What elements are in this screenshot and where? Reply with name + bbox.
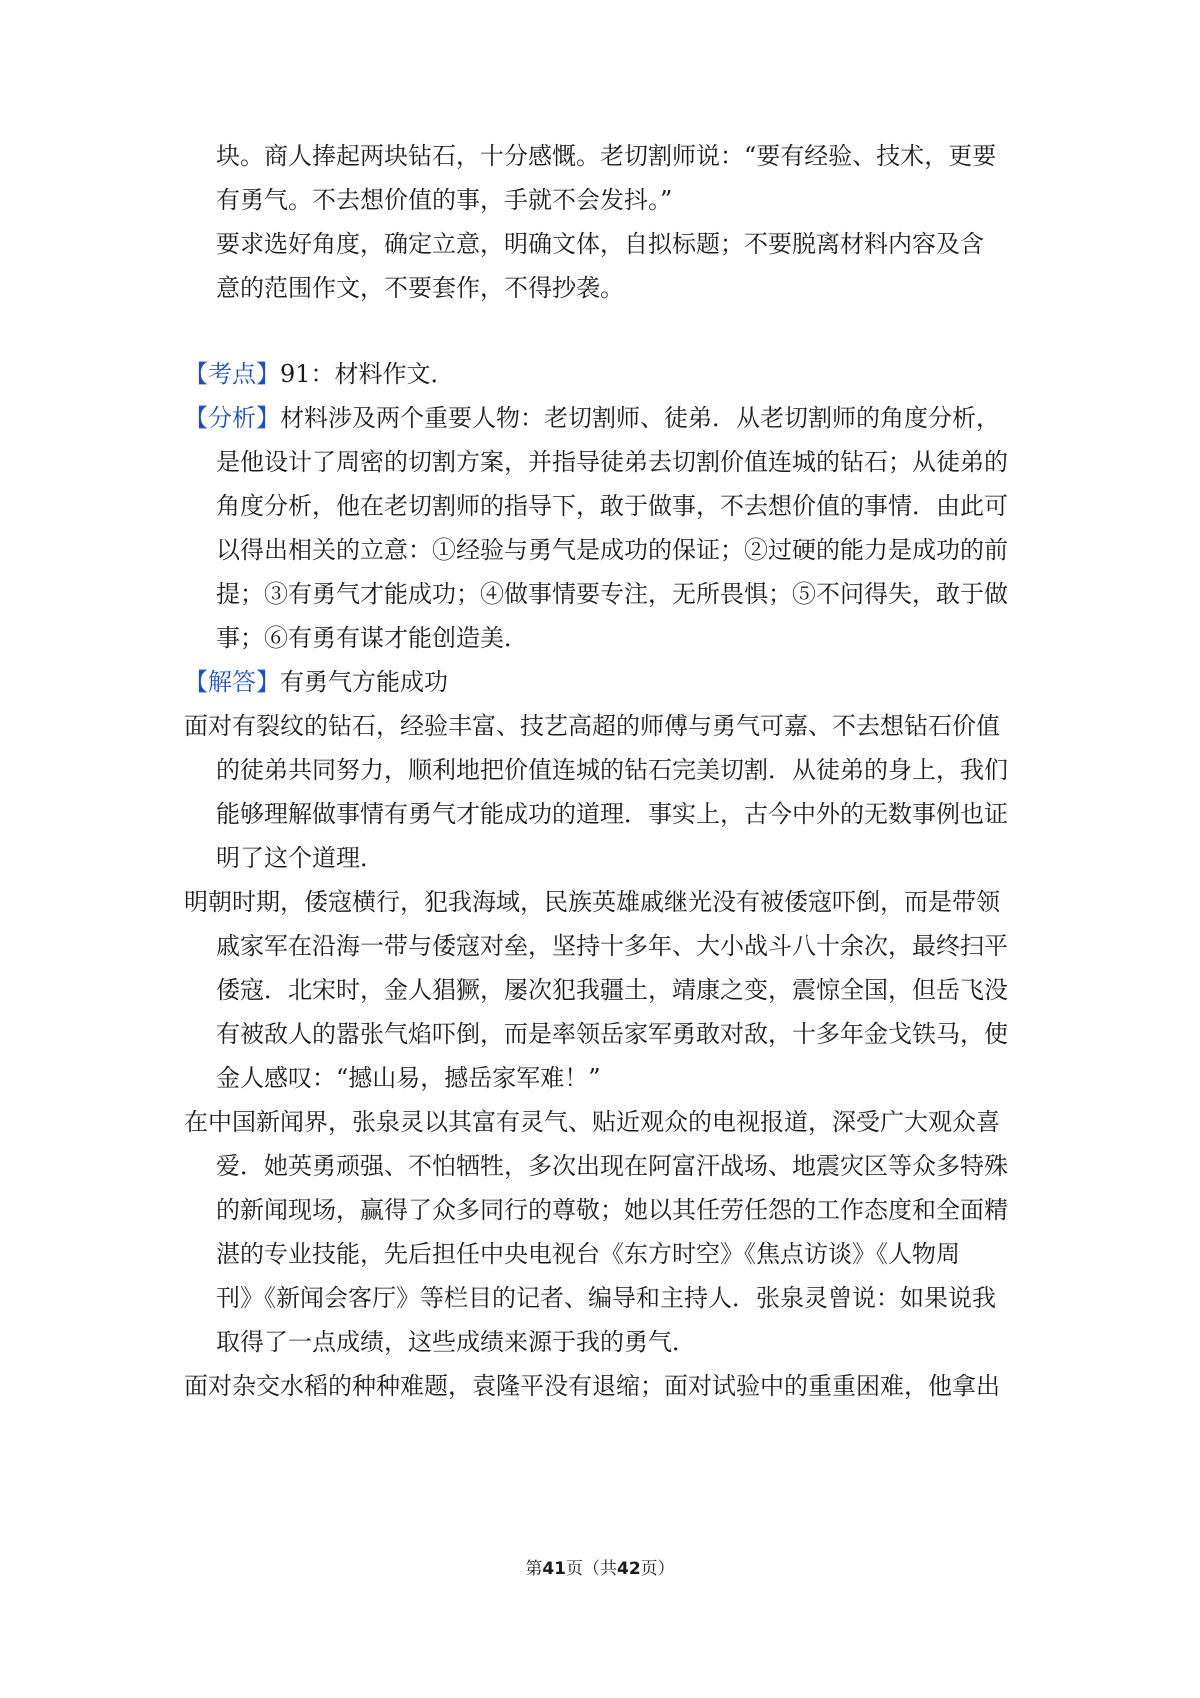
footer-post: 页）: [640, 1559, 675, 1579]
page-footer: [0, 1557, 1200, 1581]
fenxi-line: 是他设计了周密的切割方案，并指导徒弟去切割价值连城的钻石；从徒弟的: [216, 448, 1008, 476]
kaodian-text: 91：材料作文．: [280, 360, 455, 388]
essay-line: 有被敌人的嚣张气焰吓倒，而是率领岳家军勇敢对敌，十多年金戈铁马，使: [216, 1020, 1008, 1048]
footer-page-number: 41: [542, 1559, 566, 1579]
fenxi-line: 角度分析，他在老切割师的指导下，敢于做事，不去想价值的事情．由此可: [216, 492, 1008, 520]
essay-line: 金人感叹：“撼山易，撼岳家军难！”: [216, 1064, 601, 1092]
footer-total-pages: 42: [617, 1559, 641, 1579]
fenxi-line: 以得出相关的立意：①经验与勇气是成功的保证；②过硬的能力是成功的前: [216, 536, 1008, 564]
essay-line: 湛的专业技能，先后担任中央电视台《东方时空》《焦点访谈》《人物周: [216, 1240, 960, 1268]
essay-line: 取得了一点成绩，这些成绩来源于我的勇气．: [216, 1328, 696, 1356]
essay-line: 面对有裂纹的钻石，经验丰富、技艺高超的师傅与勇气可嘉、不去想钻石价值: [184, 712, 1000, 740]
essay-line: 刊》《新闻会客厅》等栏目的记者、编导和主持人．张泉灵曾说：如果说我: [216, 1284, 996, 1312]
essay-line: 爱．她英勇顽强、不怕牺牲，多次出现在阿富汗战场、地震灾区等众多特殊: [216, 1152, 1008, 1180]
fenxi-first: 材料涉及两个重要人物：老切割师、徒弟．从老切割师的角度分析，: [280, 404, 1000, 432]
material-line: 意的范围作文，不要套作，不得抄袭。: [216, 274, 624, 302]
essay-line: 戚家军在沿海一带与倭寇对垒，坚持十多年、大小战斗八十余次，最终扫平: [216, 932, 1008, 960]
fenxi-line: 提；③有勇气才能成功；④做事情要专注，无所畏惧；⑤不问得失，敢于做: [216, 580, 1008, 608]
footer-mid: 页（共: [566, 1559, 617, 1579]
jieda-line: [184, 665, 448, 699]
material-line: 要求选好角度，确定立意，明确文体，自拟标题；不要脱离材料内容及含: [216, 230, 984, 258]
essay-line: 倭寇．北宋时，金人猖獗，屡次犯我疆土，靖康之变，震惊全国，但岳飞没: [216, 976, 1008, 1004]
material-line: 块。商人捧起两块钻石，十分感慨。老切割师说：“要有经验、技术，更要: [216, 142, 997, 170]
fenxi-line: [184, 401, 1000, 435]
fenxi-tag: 【分析】: [184, 404, 280, 432]
essay-line: 能够理解做事情有勇气才能成功的道理．事实上，古今中外的无数事例也证: [216, 800, 1008, 828]
footer-pre: 第: [525, 1559, 543, 1579]
essay-line: 明朝时期，倭寇横行，犯我海域，民族英雄戚继光没有被倭寇吓倒，而是带领: [184, 888, 1000, 916]
essay-line: 的徒弟共同努力，顺利地把价值连城的钻石完美切割．从徒弟的身上，我们: [216, 756, 1008, 784]
jieda-tag: 【解答】: [184, 668, 280, 696]
kaodian-tag: 【考点】: [184, 360, 280, 388]
material-line: 有勇气。不去想价值的事，手就不会发抖。”: [216, 186, 673, 214]
jieda-text: 有勇气方能成功: [280, 668, 448, 696]
essay-line: 在中国新闻界，张泉灵以其富有灵气、贴近观众的电视报道，深受广大观众喜: [184, 1108, 1000, 1136]
kaodian-line: [184, 357, 455, 391]
essay-line: 面对杂交水稻的种种难题，袁隆平没有退缩；面对试验中的重重困难，他拿出: [184, 1372, 1000, 1400]
essay-line: 明了这个道理．: [216, 844, 384, 872]
fenxi-line: 事；⑥有勇有谋才能创造美．: [216, 624, 528, 652]
essay-line: 的新闻现场，赢得了众多同行的尊敬；她以其任劳任怨的工作态度和全面精: [216, 1196, 1008, 1224]
